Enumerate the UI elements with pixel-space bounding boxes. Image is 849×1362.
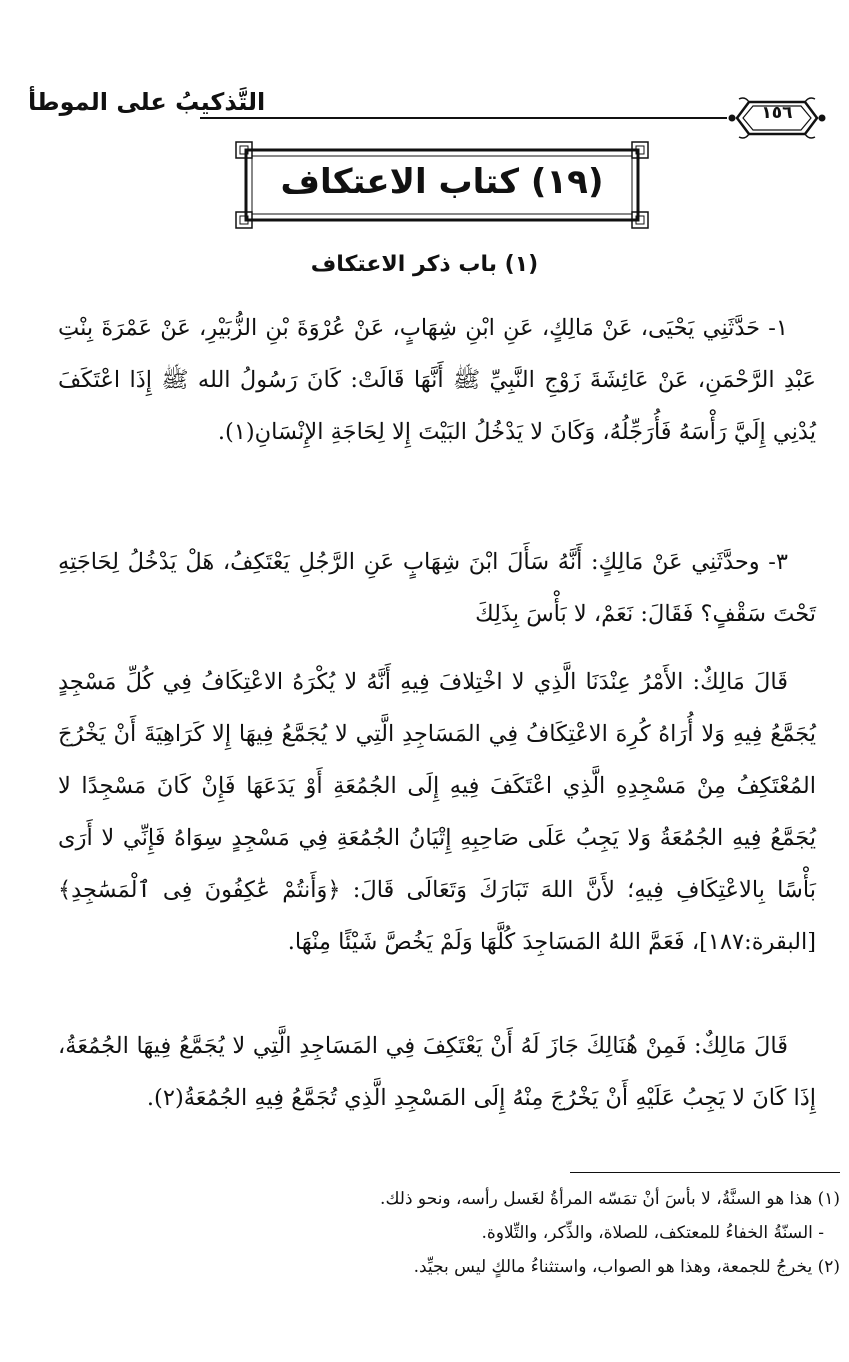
section-title: (١) باب ذكر الاعتكاف: [310, 252, 539, 277]
chapter-title: (١٩) كتاب الاعتكاف: [280, 162, 604, 202]
footnotes: [300, 1182, 840, 1284]
footnote-item: (١) هذا هو السنَّةُ، لا بأسَ أنْ تمَسّه المرأةُ لغَسل رأسه، ونحو ذلك.: [380, 1189, 840, 1209]
footnote-item: - السنّةُ الخفاءُ للمعتكف، للصلاة، والذِّكر، والتِّلاوة.: [481, 1223, 824, 1243]
page-number-badge: [727, 96, 827, 140]
header-rule: [200, 117, 727, 119]
footnote-item: (٢) يخرجُ للجمعة، وهذا هو الصواب، واستثناءُ مالكٍ ليس بجيِّد.: [413, 1257, 840, 1277]
page-number: ١٥٦: [761, 103, 793, 123]
paragraph-text: قَالَ مَالِكٌ: فَمِنْ هُنَالِكَ جَازَ لَهُ أَنْ يَعْتَكِفَ فِي المَسَاجِدِ الَّتِي لا يُجَمَّعُ فِيهَا الجُمُعَةُ، إِذَا كَانَ لا يَجِبُ عَلَيْهِ أَنْ يَخْرُجَ مِنْهُ إِلَى المَسْجِدِ الَّذِي تُجَمَّعُ فِيهِ الجُمُعَةُ(٢).: [58, 1033, 816, 1111]
hadith-paragraph: [58, 302, 816, 458]
running-title: التَّذكيبُ على الموطأ: [28, 88, 266, 116]
commentary-paragraph: [58, 1020, 816, 1124]
paragraph-text: ١- حَدَّثَنِي يَحْيَى، عَنْ مَالِكٍ، عَنِ ابْنِ شِهَابٍ، عَنْ عُرْوَةَ بْنِ الزُّبَيْرِ، عَنْ عَمْرَةَ بِنْتِ عَبْدِ الرَّحْمَنِ، عَنْ عَائِشَةَ زَوْجِ النَّبِيِّ ﷺ أَنَّهَا قَالَتْ: كَانَ رَسُولُ الله ﷺ إِذَا اعْتَكَفَ يُدْنِي إِلَيَّ رَأْسَهُ فَأُرَجِّلُهُ، وَكَانَ لا يَدْخُلُ البَيْتَ إِلا لِحَاجَةِ الإِنْسَانِ(١).: [58, 315, 816, 445]
footnote-rule: [570, 1172, 840, 1173]
paragraph-text: قَالَ مَالِكٌ: الأَمْرُ عِنْدَنَا الَّذِي لا اخْتِلافَ فِيهِ أَنَّهُ لا يُكْرَهُ الاعْتِكَافُ فِي كُلِّ مَسْجِدٍ يُجَمَّعُ فِيهِ وَلا أُرَاهُ كُرِهَ الاعْتِكَافُ فِي المَسَاجِدِ الَّتِي لا يُجَمَّعُ فِيهَا إِلا كَرَاهِيَةَ أَنْ يَخْرُجَ المُعْتَكِفُ مِنْ مَسْجِدِهِ الَّذِي اعْتَكَفَ فِيهِ إِلَى الجُمُعَةِ أَوْ يَدَعَهَا فَإِنْ كَانَ مَسْجِدًا لا يُجَمَّعُ فِيهِ الجُمُعَةُ وَلا يَجِبُ عَلَى صَاحِبِهِ إِتْيَانُ الجُمُعَةِ فِي مَسْجِدٍ سِوَاهُ فَإِنِّي لا أَرَى بَأْسًا بِالاعْتِكَافِ فِيهِ؛ لأَنَّ اللهَ تَبَارَكَ وَتَعَالَى قَالَ: ﴿وَأَنتُمْ عَٰكِفُونَ فِى ٱلْمَسَٰجِدِ﴾ [البقرة:١٨٧]، فَعَمَّ اللهُ المَسَاجِدَ كُلَّهَا وَلَمْ يَخُصَّ شَيْئًا مِنْهَا.: [58, 669, 816, 955]
hadith-paragraph: [58, 536, 816, 640]
chapter-title-frame: [232, 140, 652, 230]
paragraph-text: ٣- وحدَّثَنِي عَنْ مَالِكٍ: أَنَّهُ سَأَلَ ابْنَ شِهَابٍ عَنِ الرَّجُلِ يَعْتَكِفُ، هَلْ يَدْخُلُ لِحَاجَتِهِ تَحْتَ سَقْفٍ؟ فَقَالَ: نَعَمْ، لا بَأْسَ بِذَلِكَ: [58, 549, 816, 627]
commentary-paragraph: [58, 656, 816, 968]
